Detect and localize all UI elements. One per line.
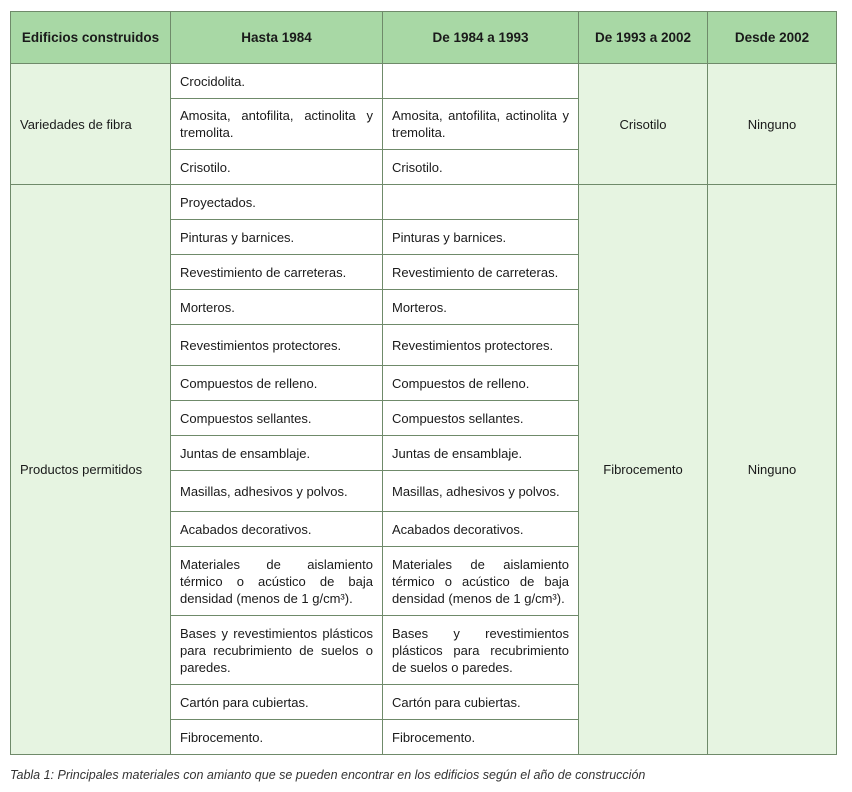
header-1993-2002: De 1993 a 2002 <box>579 12 708 64</box>
cell-hasta-1984: Crocidolita. <box>171 64 383 99</box>
cell-1984-1993: Revestimiento de carreteras. <box>383 255 579 290</box>
cell-1984-1993: Masillas, adhesivos y polvos. <box>383 471 579 512</box>
fibra-row-label: Variedades de fibra <box>11 64 171 185</box>
table-row <box>11 185 837 220</box>
cell-hasta-1984: Pinturas y barnices. <box>171 220 383 255</box>
cell-1984-1993: Fibrocemento. <box>383 720 579 755</box>
cell-hasta-1984: Fibrocemento. <box>171 720 383 755</box>
productos-row-label: Productos permitidos <box>11 185 171 755</box>
cell-hasta-1984: Amosita, antofilita, actinolita y tremolita. <box>171 99 383 150</box>
header-edificios: Edificios construidos <box>11 12 171 64</box>
cell-hasta-1984: Masillas, adhesivos y polvos. <box>171 471 383 512</box>
cell-hasta-1984: Proyectados. <box>171 185 383 220</box>
header-row <box>11 12 837 64</box>
cell-1984-1993: Materiales de aislamiento térmico o acústico de baja densidad (menos de 1 g/cm³). <box>383 547 579 616</box>
productos-desde-2002: Ninguno <box>708 185 837 755</box>
table-caption: Tabla 1: Principales materiales con amianto que se pueden encontrar en los edificios según el año de construcción <box>10 768 646 782</box>
cell-hasta-1984: Compuestos sellantes. <box>171 401 383 436</box>
asbestos-table <box>10 11 837 755</box>
cell-hasta-1984: Compuestos de relleno. <box>171 366 383 401</box>
cell-hasta-1984: Cartón para cubiertas. <box>171 685 383 720</box>
fibra-1993-2002: Crisotilo <box>579 64 708 185</box>
header-hasta-1984: Hasta 1984 <box>171 12 383 64</box>
cell-1984-1993: Revestimientos protectores. <box>383 325 579 366</box>
productos-1993-2002: Fibrocemento <box>579 185 708 755</box>
cell-1984-1993: Juntas de ensamblaje. <box>383 436 579 471</box>
cell-hasta-1984: Revestimientos protectores. <box>171 325 383 366</box>
cell-1984-1993: Acabados decorativos. <box>383 512 579 547</box>
cell-hasta-1984: Materiales de aislamiento térmico o acústico de baja densidad (menos de 1 g/cm³). <box>171 547 383 616</box>
cell-hasta-1984: Revestimiento de carreteras. <box>171 255 383 290</box>
cell-1984-1993: Amosita, antofilita, actinolita y tremolita. <box>383 99 579 150</box>
cell-1984-1993: Crisotilo. <box>383 150 579 185</box>
cell-hasta-1984: Acabados decorativos. <box>171 512 383 547</box>
cell-1984-1993 <box>383 64 579 99</box>
cell-1984-1993: Morteros. <box>383 290 579 325</box>
cell-1984-1993: Cartón para cubiertas. <box>383 685 579 720</box>
fibra-desde-2002: Ninguno <box>708 64 837 185</box>
cell-hasta-1984: Bases y revestimientos plásticos para recubrimiento de suelos o paredes. <box>171 616 383 685</box>
cell-1984-1993 <box>383 185 579 220</box>
table-row <box>11 64 837 99</box>
header-desde-2002: Desde 2002 <box>708 12 837 64</box>
cell-1984-1993: Compuestos de relleno. <box>383 366 579 401</box>
cell-1984-1993: Compuestos sellantes. <box>383 401 579 436</box>
cell-hasta-1984: Juntas de ensamblaje. <box>171 436 383 471</box>
cell-1984-1993: Bases y revestimientos plásticos para recubrimiento de suelos o paredes. <box>383 616 579 685</box>
cell-1984-1993: Pinturas y barnices. <box>383 220 579 255</box>
cell-hasta-1984: Crisotilo. <box>171 150 383 185</box>
header-1984-1993: De 1984 a 1993 <box>383 12 579 64</box>
cell-hasta-1984: Morteros. <box>171 290 383 325</box>
